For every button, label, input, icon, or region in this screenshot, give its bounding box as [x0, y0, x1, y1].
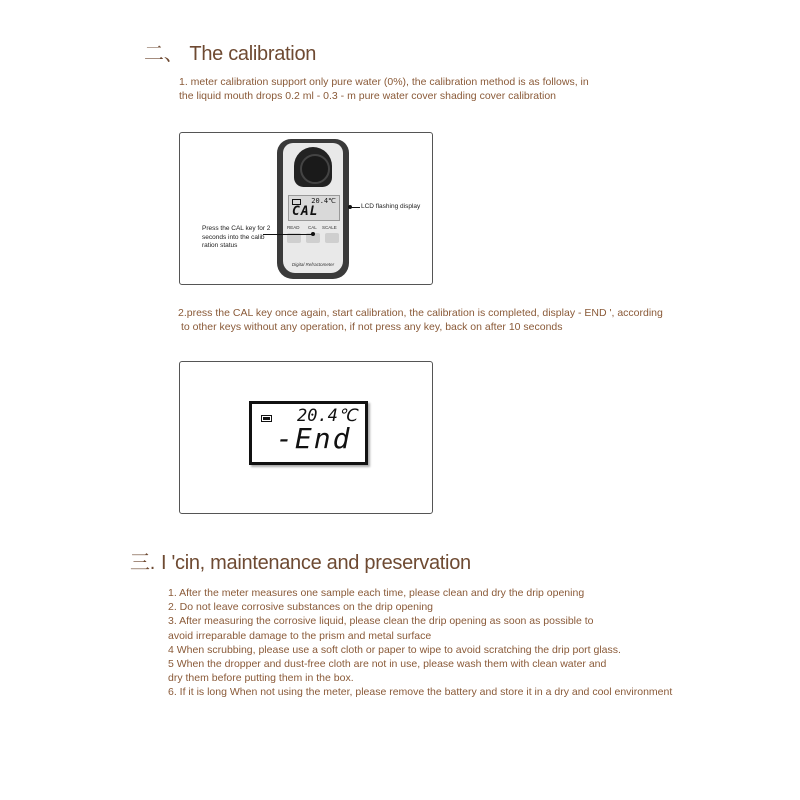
key-label-scale: SCALE [322, 225, 337, 230]
list-item: avoid irreparable damage to the prism and metal surface [168, 629, 432, 642]
scale-key [325, 233, 339, 243]
list-item: 3. After measuring the corrosive liquid, please clean the drip opening as soon as possible to [168, 615, 594, 628]
list-item: 1. After the meter measures one sample each time, please clean and dry the drip opening [168, 587, 585, 599]
maintenance-heading [130, 546, 471, 575]
annotation-cal-key [202, 225, 270, 251]
leader-line-cal [263, 234, 313, 235]
lcd-temperature: 20.4℃ [296, 406, 357, 426]
key-label-cal: CAL [308, 225, 317, 230]
annotation-line: Press the CAL key for 2 [202, 225, 271, 232]
list-item: 4 When scrubbing, please use a soft cloth or paper to wipe to avoid scratching the drip port glass. [168, 643, 621, 656]
section-title: I 'cin, maintenance and preservation [160, 552, 471, 574]
list-item: 5 When the dropper and dust-free cloth are not in use, please wash them with clean water and [168, 658, 607, 671]
device-lcd-temp: 20.4℃ [311, 197, 336, 205]
list-item: dry them before putting them in the box. [168, 672, 354, 685]
device-lcd [288, 195, 340, 221]
annotation-lcd: LCD flashing display [361, 203, 421, 210]
calibration-heading [144, 37, 316, 66]
device-brand: Digital Refractometer [291, 262, 335, 267]
calibration-paragraph-1 [179, 75, 589, 103]
list-item: 2. Do not leave corrosive substances on the drip opening [168, 601, 433, 614]
paragraph-line: 1. meter calibration support only pure water (0%), the calibration method is as follows, in [179, 76, 589, 88]
lcd-end-text: -End [276, 422, 352, 455]
leader-dot [311, 232, 315, 236]
device-figure [179, 132, 433, 285]
device-lcd-text: CAL [292, 204, 319, 219]
prism [300, 154, 330, 184]
annotation-line: ration status [202, 242, 238, 249]
list-item: 6. If it is long When not using the meter, please remove the battery and store it in a dry and cool environment [168, 686, 673, 699]
paragraph-line: to other keys without any operation, if not press any key, back on after 10 seconds [181, 321, 563, 334]
maintenance-list [168, 586, 672, 700]
section-number: 二、 [144, 43, 184, 65]
lcd-display [249, 401, 368, 465]
section-number: 三. [130, 552, 155, 574]
section-title: The calibration [189, 43, 317, 65]
sample-well [294, 147, 332, 187]
annotation-line: seconds into the calib [202, 233, 265, 241]
paragraph-line: 2.press the CAL key once again, start calibration, the calibration is completed, display - END ', according [178, 307, 663, 319]
leader-dot [348, 205, 352, 209]
calibration-paragraph-2 [178, 306, 663, 334]
battery-icon [261, 415, 272, 422]
key-label-read: READ [287, 225, 300, 230]
refractometer-device [277, 139, 349, 279]
paragraph-line: the liquid mouth drops 0.2 ml - 0.3 - m pure water cover shading cover calibration [179, 90, 557, 103]
end-display-figure [179, 361, 433, 514]
device-face [283, 143, 343, 273]
